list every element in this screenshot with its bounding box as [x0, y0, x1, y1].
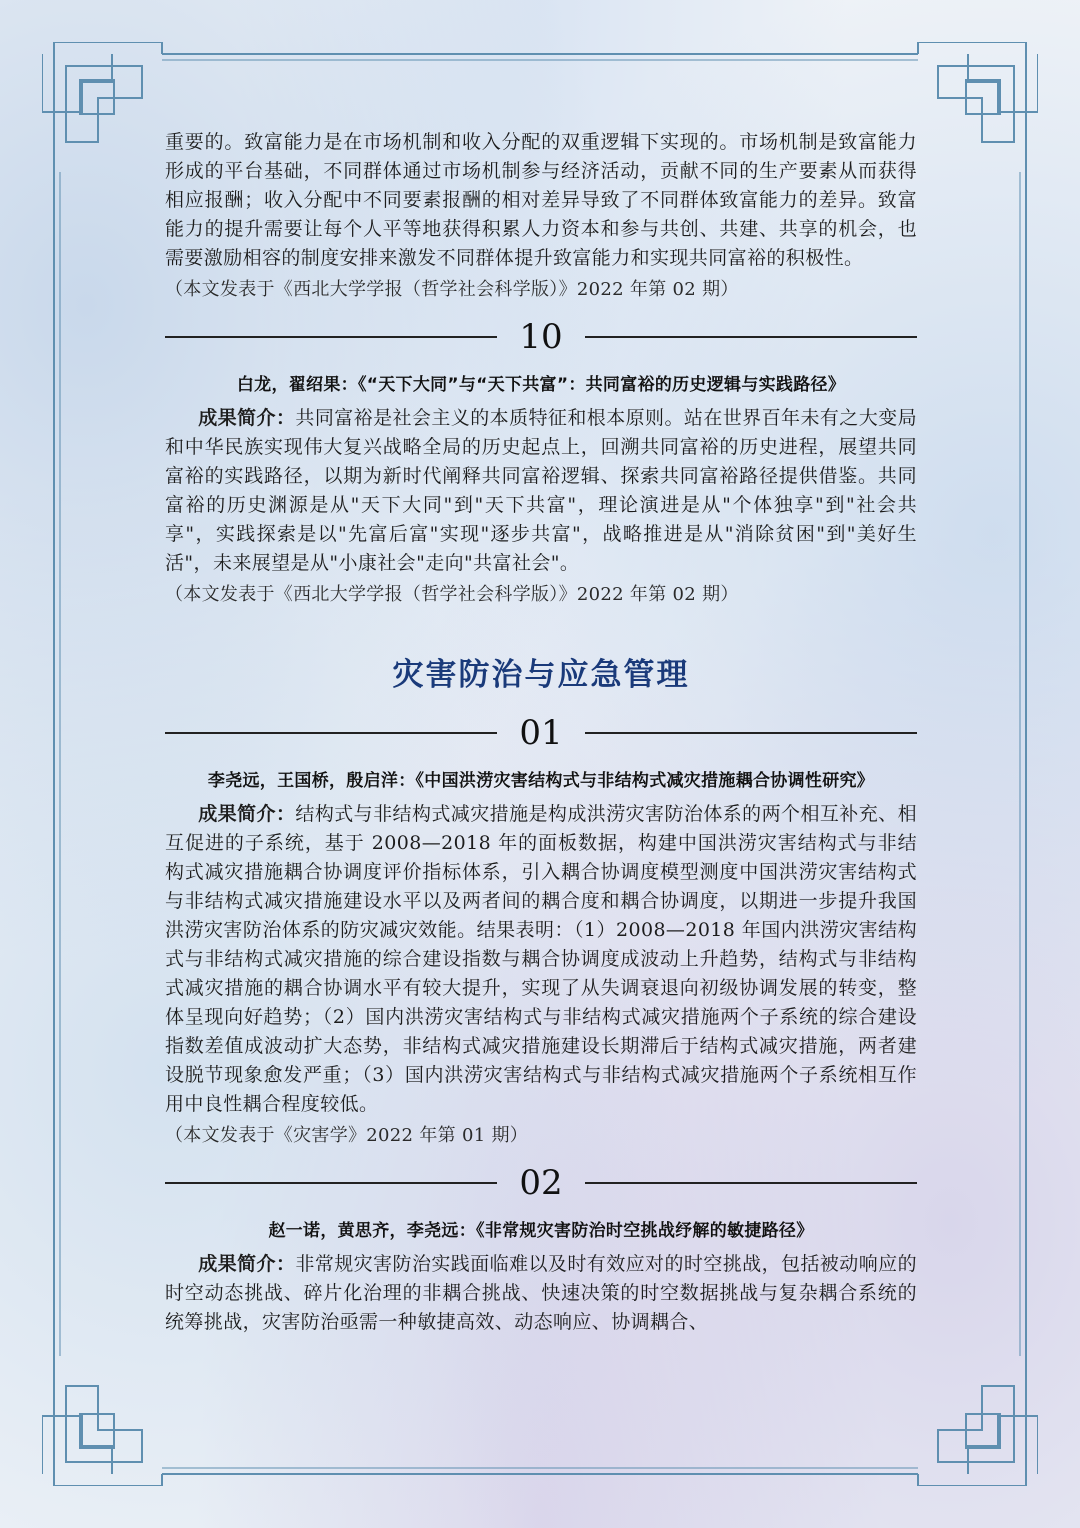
summary-lead: 成果简介： — [198, 1253, 296, 1275]
entry-number: 02 — [519, 1163, 563, 1203]
divider-line-left — [165, 1182, 497, 1184]
summary-text: 结构式与非结构式减灾措施是构成洪涝灾害防治体系的两个相互补充、相互促进的子系统，基于 2008—2018 年的面板数据，构建中国洪涝灾害结构式与非结构式减灾措施耦合协调度评价指标体系，引入耦合协调度模型测度中国洪涝灾害结构式与非结构式减灾措施建设水平以及两者间的耦合度和耦合协调度，以期进一步提升我国洪涝灾害防治体系的防灾减灾效能。结果表明：（1）2008—2018 年国内洪涝灾害结构式与非结构式减灾措施的综合建设指数与耦合协调度成波动上升趋势，结构式与非结构式减灾措施的耦合协调水平有较大提升，实现了从失调衰退向初级协调发展的转变，整体呈现向好趋势；（2）国内洪涝灾害结构式与非结构式减灾措施两个子系统的综合建设指数差值成波动扩大态势，非结构式减灾措施建设长期滞后于结构式减灾措施，两者建设脱节现象愈发严重；（3）国内洪涝灾害结构式与非结构式减灾措施两个子系统相互作用中良性耦合程度较低。 — [165, 803, 917, 1115]
intro-paragraph: 重要的。致富能力是在市场机制和收入分配的双重逻辑下实现的。市场机制是致富能力形成的平台基础，不同群体通过市场机制参与经济活动，贡献不同的生产要素从而获得相应报酬；收入分配中不同要素报酬的相对差异导致了不同群体致富能力的差异。致富能力的提升需要让每个人平等地获得积累人力资本和参与共创、共建、共享的机会，也需要激励相容的制度安排来激发不同群体提升致富能力和实现共同富裕的积极性。 — [165, 131, 917, 269]
divider-line-left — [165, 732, 497, 734]
entry-summary — [165, 800, 917, 1119]
entry-divider-10 — [165, 312, 917, 362]
divider-line-right — [585, 336, 917, 338]
page-content — [165, 128, 917, 1337]
summary-text: 共同富裕是社会主义的本质特征和根本原则。站在世界百年未有之大变局和中华民族实现伟大复兴战略全局的历史起点上，回溯共同富裕的历史进程，展望共同富裕的实践路径，以期为新时代阐释共同富裕逻辑、探索共同富裕路径提供借鉴。共同富裕的历史渊源是从"天下大同"到"天下共富"，理论演进是从"个体独享"到"社会共享"，实践探索是以"先富后富"实现"逐步共富"，战略推进是从"消除贫困"到"美好生活"，未来展望是从"小康社会"走向"共富社会"。 — [165, 407, 917, 574]
intro-source: （本文发表于《西北大学学报（哲学社会科学版）》2022 年第 02 期） — [165, 279, 739, 300]
entry-title: 李尧远，王国桥，殷启洋：《中国洪涝灾害结构式与非结构式减灾措施耦合协调性研究》 — [207, 771, 875, 791]
entry-summary — [165, 404, 917, 578]
section-heading: 灾害防治与应急管理 — [392, 657, 690, 693]
entry-title: 白龙，翟绍果：《“天下大同”与“天下共富”：共同富裕的历史逻辑与实践路径》 — [236, 375, 846, 395]
summary-lead: 成果简介： — [198, 407, 296, 429]
entry-title: 赵一诺，黄思齐，李尧远：《非常规灾害防治时空挑战纾解的敏捷路径》 — [268, 1221, 814, 1241]
summary-text: 非常规灾害防治实践面临难以及时有效应对的时空挑战，包括被动响应的时空动态挑战、碎片化治理的非耦合挑战、快速决策的时空数据挑战与复杂耦合系统的统筹挑战，灾害防治亟需一种敏捷高效、动态响应、协调耦合、 — [165, 1253, 917, 1333]
summary-lead: 成果简介： — [198, 803, 296, 825]
entry-divider-01 — [165, 708, 917, 758]
divider-line-left — [165, 336, 497, 338]
entry-source: （本文发表于《灾害学》2022 年第 01 期） — [165, 1125, 529, 1146]
entry-source: （本文发表于《西北大学学报（哲学社会科学版）》2022 年第 02 期） — [165, 584, 739, 605]
entry-number: 01 — [519, 713, 563, 753]
divider-line-right — [585, 732, 917, 734]
divider-line-right — [585, 1182, 917, 1184]
entry-divider-02 — [165, 1158, 917, 1208]
entry-number: 10 — [519, 317, 563, 357]
entry-summary — [165, 1250, 917, 1337]
